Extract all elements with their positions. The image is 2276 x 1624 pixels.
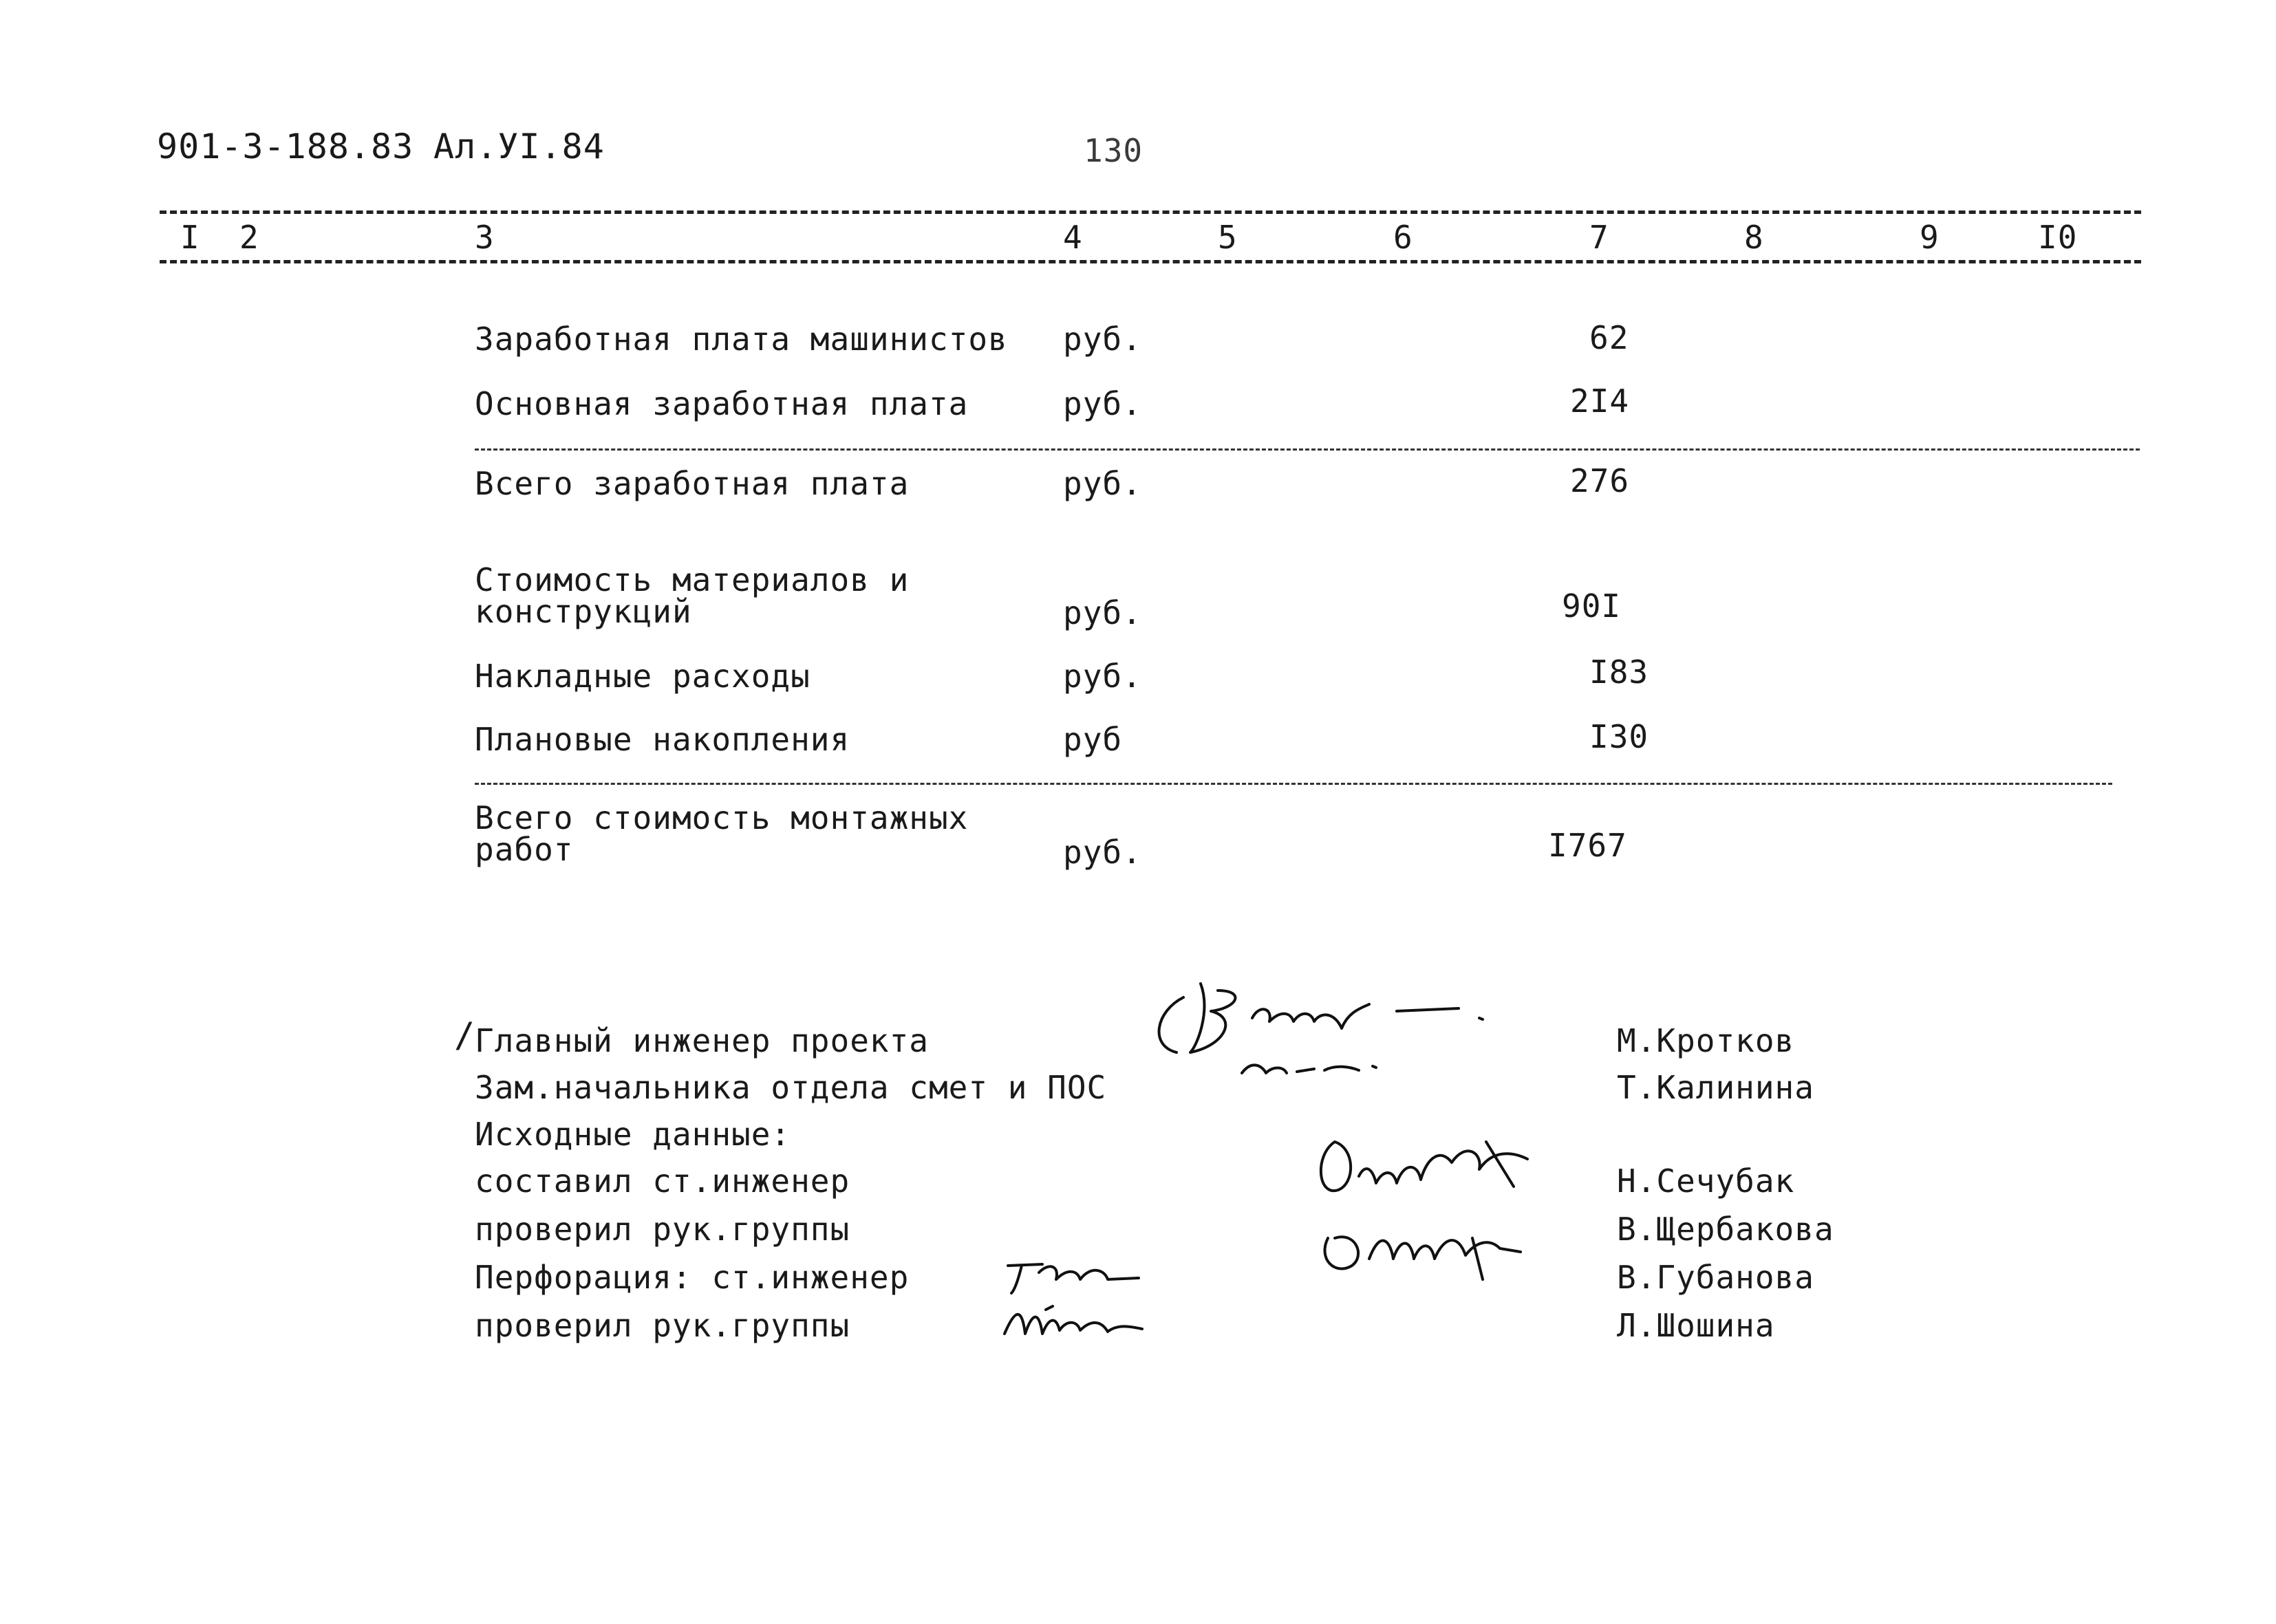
row-label-machinist-wages: Заработная плата машинистов xyxy=(475,321,1008,358)
column-number-7: 7 xyxy=(1589,219,1609,256)
column-number-3: 3 xyxy=(475,219,495,256)
signature-deputy-head xyxy=(1238,1046,1417,1087)
signatory-name: М.Кротков xyxy=(1617,1022,1795,1059)
row-value: 276 xyxy=(1570,462,1630,499)
subtotal-rule xyxy=(475,448,2140,451)
signature-perforation-checker xyxy=(998,1296,1149,1344)
signatory-role: проверил рук.группы xyxy=(475,1307,850,1344)
row-label-total-wages: Всего заработная плата xyxy=(475,465,910,502)
row-label-materials-cost: Стоимость материалов и xyxy=(475,561,910,598)
row-label-base-wages: Основная заработная плата xyxy=(475,385,969,422)
column-number-2: 2 xyxy=(239,219,259,256)
signatory-name: Н.Сечубак xyxy=(1617,1162,1795,1200)
column-number-5: 5 xyxy=(1218,219,1238,256)
row-unit: руб. xyxy=(1063,321,1142,358)
signatory-role: проверил рук.группы xyxy=(475,1211,850,1248)
signatory-role: составил ст.инженер xyxy=(475,1162,850,1200)
row-value: 62 xyxy=(1589,319,1629,356)
row-value: I30 xyxy=(1589,718,1649,755)
signatory-role: Перфорация: ст.инженер xyxy=(475,1259,910,1296)
row-unit: руб. xyxy=(1063,594,1142,631)
signature-compiled-by xyxy=(1307,1121,1541,1217)
total-rule xyxy=(475,783,2112,785)
row-label-planned-savings: Плановые накопления xyxy=(475,721,850,758)
album-code: Ал.УI.84 xyxy=(433,127,605,166)
signatory-name: Т.Калинина xyxy=(1617,1069,1814,1106)
row-label-total-installation-cost: Всего стоимость монтажных xyxy=(475,799,969,836)
row-unit: руб. xyxy=(1063,465,1142,502)
column-number-6: 6 xyxy=(1393,219,1413,256)
row-value: 2I4 xyxy=(1570,382,1630,420)
section-label-source-data: Исходные данные: xyxy=(475,1116,791,1153)
row-unit: руб. xyxy=(1063,658,1142,695)
row-unit: руб. xyxy=(1063,385,1142,422)
signatory-name: В.Губанова xyxy=(1617,1259,1814,1296)
signature-checked-by xyxy=(1314,1211,1541,1286)
row-unit: руб xyxy=(1063,721,1123,758)
row-unit: руб. xyxy=(1063,834,1142,871)
document-code: 901-3-188.83 xyxy=(157,127,414,166)
column-number-10: I0 xyxy=(2038,219,2078,256)
row-value: I767 xyxy=(1548,827,1627,864)
signatory-name: Л.Шошина xyxy=(1617,1307,1775,1344)
row-label-overhead: Накладные расходы xyxy=(475,658,810,695)
signature-perforation-engineer xyxy=(1001,1252,1146,1300)
row-value: I83 xyxy=(1589,653,1649,691)
column-number-8: 8 xyxy=(1744,219,1764,256)
slash-mark: / xyxy=(454,1015,476,1055)
row-label-total-installation-cost-cont: работ xyxy=(475,831,574,868)
page-number: 130 xyxy=(1084,132,1144,169)
signatory-role: Зам.начальника отдела смет и ПОС xyxy=(475,1069,1107,1106)
column-number-1: I xyxy=(180,219,200,256)
row-value: 90I xyxy=(1562,587,1622,625)
column-number-9: 9 xyxy=(1920,219,1940,256)
row-label-materials-cost-cont: конструкций xyxy=(475,593,692,630)
signatory-name: В.Щербакова xyxy=(1617,1211,1834,1248)
column-row-bottom-rule xyxy=(160,260,2141,263)
signatory-role: Главный инженер проекта xyxy=(475,1022,929,1059)
column-row-top-rule xyxy=(160,210,2141,214)
column-number-4: 4 xyxy=(1063,219,1083,256)
